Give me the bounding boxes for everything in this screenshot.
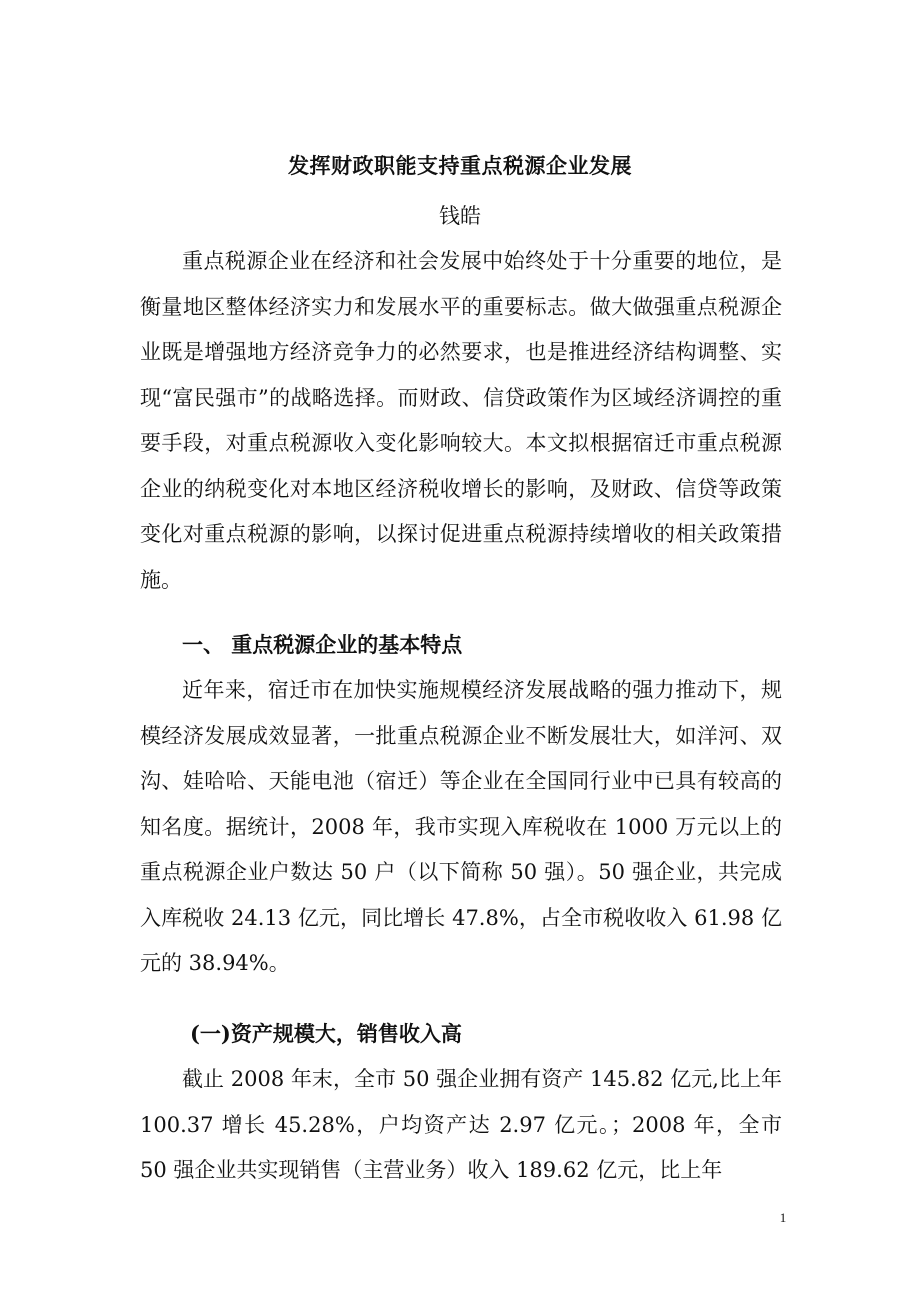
document-title: 发挥财政职能支持重点税源企业发展	[288, 153, 632, 178]
subsection-heading-1: (一)资产规模大，销售收入高	[190, 1021, 462, 1046]
paragraph-subsection-1: 截止 2008 年末，全市 50 强企业拥有资产 145.82 亿元,比上年 100.37 增长 45.28%，户均资产达 2.97 亿元。；2008 年，全市 50 强企业共实现销售（主营业务）收入 189.62 亿元，比上年	[140, 1067, 782, 1182]
page-number: 1	[779, 1210, 787, 1225]
paragraph-section-1: 近年来，宿迁市在加快实施规模经济发展战略的强力推动下，规模经济发展成效显著，一批重点税源企业不断发展壮大，如洋河、双沟、娃哈哈、天能电池（宿迁）等企业在全国同行业中已具有较高的知名度。据统计，2008 年，我市实现入库税收在 1000 万元以上的重点税源企业户数达 50 户（以下简称 50 强）。50 强企业，共完成入库税收 24.13 亿元，同比增长 47.8%，占全市税收收入 61.98 亿元的 38.94%。	[140, 678, 782, 975]
section-heading-1: 一、 重点税源企业的基本特点	[182, 632, 463, 657]
document-author: 钱皓	[439, 204, 481, 228]
paragraph-intro: 重点税源企业在经济和社会发展中始终处于十分重要的地位，是衡量地区整体经济实力和发展水平的重要标志。做大做强重点税源企业既是增强地方经济竞争力的必然要求，也是推进经济结构调整、实现“富民强市”的战略选择。而财政、信贷政策作为区域经济调控的重要手段，对重点税源收入变化影响较大。本文拟根据宿迁市重点税源企业的纳税变化对本地区经济税收增长的影响，及财政、信贷等政策变化对重点税源的影响，以探讨促进重点税源持续增收的相关政策措施。	[140, 249, 782, 592]
